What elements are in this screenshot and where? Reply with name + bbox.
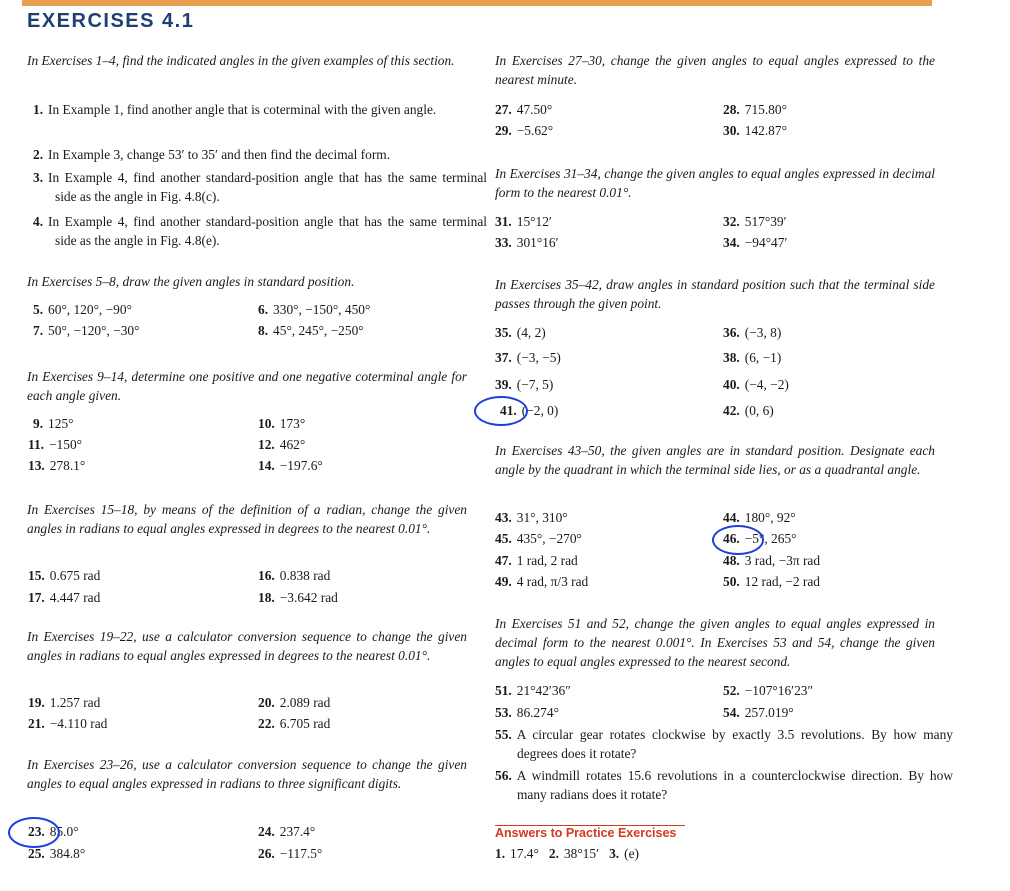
exercise-12: 12. 462° (258, 437, 306, 452)
annotation-circle-46 (712, 525, 764, 555)
exercise-33: 33. 301°16′ (495, 235, 559, 250)
exercise-50: 50. 12 rad, −2 rad (723, 574, 820, 589)
exercise-10: 10. 173° (258, 416, 306, 431)
exercise-35: 35. (4, 2) (495, 325, 546, 340)
exercise-20: 20. 2.089 rad (258, 695, 331, 710)
exercise-34: 34. −94°47′ (723, 235, 788, 250)
exercise-40: 40. (−4, −2) (723, 377, 789, 392)
exercise-14: 14. −197.6° (258, 458, 323, 473)
instructions-27-30: In Exercises 27–30, change the given angles to equal angles expressed to the nearest minute. (495, 53, 935, 87)
exercise-27: 27. 47.50° (495, 102, 553, 117)
exercise-39: 39. (−7, 5) (495, 377, 554, 392)
exercise-55: 55. A circular gear rotates clockwise by exactly 3.5 revolutions. By how many degrees does it rotate? (495, 727, 953, 761)
exercise-47: 47. 1 rad, 2 rad (495, 553, 578, 568)
exercise-9: 9. 125° (33, 416, 74, 431)
exercise-52: 52. −107°16′23″ (723, 683, 814, 698)
exercise-43: 43. 31°, 310° (495, 510, 568, 525)
exercise-15: 15. 0.675 rad (28, 568, 101, 583)
instructions-19-22: In Exercises 19–22, use a calculator conversion sequence to change the given angles in radians to equal angles expressed in degrees to the nearest 0.01°. (27, 629, 467, 663)
exercise-3: 3. In Example 4, find another standard-position angle that has the same terminal side as the angle in Fig. 4.8(c). (33, 170, 487, 204)
exercise-32: 32. 517°39′ (723, 214, 787, 229)
exercise-2: 2. In Example 3, change 53′ to 35′ and then find the decimal form. (33, 147, 391, 162)
exercise-51: 51. 21°42′36″ (495, 683, 571, 698)
exercise-49: 49. 4 rad, π/3 rad (495, 574, 589, 589)
instructions-9-14: In Exercises 9–14, determine one positive and one negative coterminal angle for each angle given. (27, 369, 467, 403)
exercise-25: 25. 384.8° (28, 846, 86, 861)
exercise-17: 17. 4.447 rad (28, 590, 101, 605)
answers-heading: Answers to Practice Exercises (495, 826, 677, 840)
exercise-37: 37. (−3, −5) (495, 350, 561, 365)
exercise-44: 44. 180°, 92° (723, 510, 796, 525)
exercise-45: 45. 435°, −270° (495, 531, 582, 546)
exercise-46: 46. −5°, 265° (723, 531, 797, 546)
exercise-54: 54. 257.019° (723, 705, 794, 720)
exercise-6: 6. 330°, −150°, 450° (258, 302, 371, 317)
instructions-1-4: In Exercises 1–4, find the indicated angles in the given examples of this section. (27, 53, 455, 68)
exercise-24: 24. 237.4° (258, 824, 316, 839)
exercise-19: 19. 1.257 rad (28, 695, 101, 710)
exercise-42: 42. (0, 6) (723, 403, 774, 418)
instructions-51-54: In Exercises 51 and 52, change the given angles to equal angles expressed in decimal form to the nearest 0.001°. In Exercises 53 and 54, change the given angles to equal angles expressed to the nearest second. (495, 616, 935, 669)
exercise-53: 53. 86.274° (495, 705, 559, 720)
exercise-1: 1. In Example 1, find another angle that is coterminal with the given angle. (33, 102, 437, 117)
exercise-38: 38. (6, −1) (723, 350, 782, 365)
instructions-43-50: In Exercises 43–50, the given angles are in standard position. Designate each angle by the quadrant in which the terminal side lies, or as a quadrantal angle. (495, 443, 935, 477)
exercise-18: 18. −3.642 rad (258, 590, 338, 605)
exercise-8: 8. 45°, 245°, −250° (258, 323, 364, 338)
annotation-circle-41 (474, 396, 528, 426)
instructions-35-42: In Exercises 35–42, draw angles in standard position such that the terminal side passes through the given point. (495, 277, 935, 311)
section-title: EXERCISES 4.1 (27, 10, 195, 32)
exercise-23: 23. 85.0° (28, 824, 79, 839)
answers-line: 1. 17.4° 2. 38°15′ 3. (e) (495, 846, 639, 861)
exercise-30: 30. 142.87° (723, 123, 787, 138)
exercise-4: 4. In Example 4, find another standard-position angle that has the same terminal side as the angle in Fig. 4.8(e). (33, 214, 487, 248)
exercise-28: 28. 715.80° (723, 102, 787, 117)
exercise-31: 31. 15°12′ (495, 214, 552, 229)
exercise-16: 16. 0.838 rad (258, 568, 331, 583)
exercise-21: 21. −4.110 rad (28, 716, 108, 731)
exercise-56: 56. A windmill rotates 15.6 revolutions in a counterclockwise direction. By how many radians does it rotate? (495, 768, 953, 802)
exercise-11: 11. −150° (28, 437, 82, 452)
exercise-5: 5. 60°, 120°, −90° (33, 302, 132, 317)
exercise-22: 22. 6.705 rad (258, 716, 331, 731)
exercise-48: 48. 3 rad, −3π rad (723, 553, 821, 568)
instructions-23-26: In Exercises 23–26, use a calculator conversion sequence to change the given angles to equal angles expressed in radians to three significant digits. (27, 757, 467, 791)
instructions-15-18: In Exercises 15–18, by means of the definition of a radian, change the given angles in radians to equal angles expressed in degrees to the nearest 0.01°. (27, 502, 467, 536)
exercise-7: 7. 50°, −120°, −30° (33, 323, 140, 338)
instructions-5-8: In Exercises 5–8, draw the given angles in standard position. (27, 274, 355, 289)
annotation-circle-23 (8, 817, 60, 848)
exercise-41: 41. (−2, 0) (500, 403, 559, 418)
exercise-36: 36. (−3, 8) (723, 325, 782, 340)
exercise-29: 29. −5.62° (495, 123, 554, 138)
exercise-26: 26. −117.5° (258, 846, 323, 861)
exercise-13: 13. 278.1° (28, 458, 86, 473)
instructions-31-34: In Exercises 31–34, change the given angles to equal angles expressed in decimal form to the nearest 0.01°. (495, 166, 935, 200)
top-accent-bar (22, 0, 932, 6)
